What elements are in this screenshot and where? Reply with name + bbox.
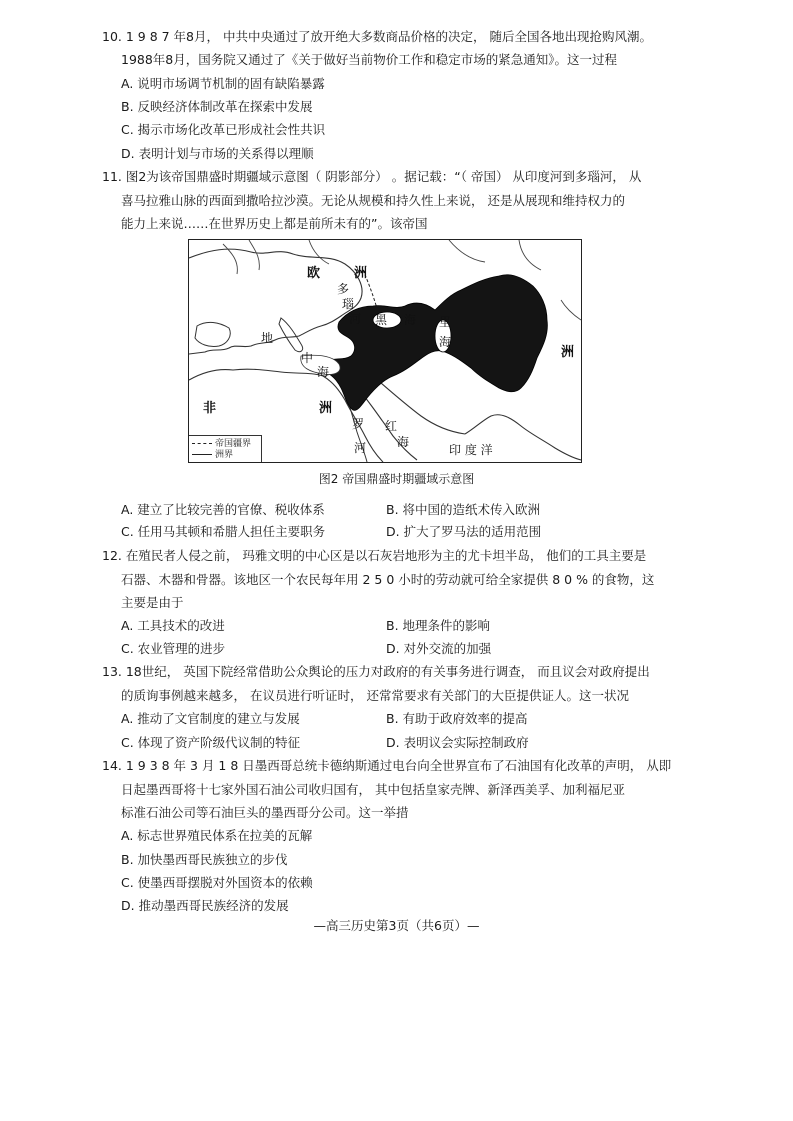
- map-label-black-sea-1: 黑: [375, 313, 388, 327]
- map-label-red-sea-2: 海: [397, 435, 410, 449]
- q10-option-d: D. 表明计划与市场的关系得以理顺: [121, 146, 314, 161]
- italy-coast: [279, 318, 303, 352]
- q11-stem-line-2: 喜马拉雅山脉的西面到撒哈拉沙漠。无论从规模和持久性上来说， 还是从展现和维持权力的: [121, 193, 625, 208]
- empire-territory-map: [188, 239, 582, 463]
- map-label-caspian-2: 海: [439, 335, 452, 349]
- map-label-europe-2: 洲: [354, 266, 368, 281]
- q14-option-c: C. 使墨西哥摆脱对外国资本的依赖: [121, 875, 313, 890]
- q14-stem-line-3: 标准石油公司等石油巨头的墨西哥分公司。这一举措: [121, 805, 409, 820]
- map-label-danube-2: 瑙: [342, 297, 355, 311]
- q13-stem-line-2: 的质询事例越来越多， 在议员进行听证时， 还常常要求有关部门的大臣提供证人。这一状况: [121, 688, 629, 703]
- q14-option-d: D. 推动墨西哥民族经济的发展: [121, 898, 289, 913]
- q14-stem-line-1: 14. 1 9 3 8 年 3 月 1 8 日墨西哥总统卡德纳斯通过电台向全世界宣布了石油国有化改革的声明， 从即: [102, 758, 672, 773]
- q12-stem-line-1: 12. 在殖民者人侵之前， 玛雅文明的中心区是以石灰岩地形为主的尤卡坦半岛， 他们的工具主要是: [102, 548, 647, 563]
- page-footer: —高三历史第3页（共6页）—: [313, 918, 480, 933]
- q12-option-c: C. 农业管理的进步: [121, 641, 226, 656]
- q11-option-b: B. 将中国的造纸术传入欧洲: [386, 502, 541, 517]
- map-label-asia: 洲: [561, 345, 575, 360]
- q13-stem-line-1: 13. 18世纪， 英国下院经常借助公众舆论的压力对政府的有关事务进行调查， 而且议会对政府提出: [102, 664, 650, 679]
- europe-coast: [189, 249, 362, 354]
- map-caption: 图2 帝国鼎盛时期疆域示意图: [318, 472, 475, 486]
- map-label-med-2: 中: [301, 351, 314, 365]
- q13-option-c: C. 体现了资产阶级代议制的特征: [121, 735, 301, 750]
- map-label-caspian-1: 里: [439, 315, 452, 329]
- q11-option-d: D. 扩大了罗马法的适用范围: [386, 524, 542, 539]
- iberia-coast: [195, 322, 230, 346]
- map-label-med-3: 海: [317, 365, 330, 379]
- q10-stem-line-2: 1988年8月，国务院又通过了《关于做好当前物价工作和稳定市场的紧急通知》。这一过程: [121, 52, 618, 67]
- q10-option-a: A. 说明市场调节机制的固有缺陷暴露: [121, 76, 325, 91]
- map-label-red-sea-1: 红: [385, 419, 398, 433]
- map-label-europe-1: 欧: [307, 266, 321, 281]
- q14-option-a: A. 标志世界殖民体系在拉美的瓦解: [121, 828, 313, 843]
- q11-stem-line-1: 11. 图2为该帝国鼎盛时期疆域示意图（ 阴影部分） 。据记载：“（ 帝国） 从印度河到多瑙河， 从: [102, 169, 642, 184]
- q10-option-c: C. 揭示市场化改革已形成社会性共识: [121, 122, 326, 137]
- q13-option-a: A. 推动了文官制度的建立与发展: [121, 711, 300, 726]
- q12-stem-line-3: 主要是由于: [121, 595, 184, 610]
- map-label-nile-2: 河: [354, 441, 367, 455]
- q11-stem-line-3: 能力上来说……在世界历史上都是前所未有的”。该帝国: [121, 216, 428, 231]
- q12-option-b: B. 地理条件的影响: [386, 618, 491, 633]
- map-label-black-sea-2: 海: [404, 313, 417, 327]
- empire-shaded-area: [323, 275, 547, 411]
- legend-cross-line-icon: [192, 454, 212, 455]
- legend-empire-border: 帝国疆界: [192, 439, 251, 449]
- q12-stem-line-2: 石器、木器和骨器。该地区一个农民每年用 2 5 0 小时的劳动就可给全家提供 8 0 % 的食物，这: [121, 572, 655, 587]
- map-label-africa-2: 洲: [319, 401, 333, 416]
- map-label-indian-ocean: 印 度 洋: [449, 443, 493, 457]
- q11-option-c: C. 任用马其顿和希腊人担任主要职务: [121, 524, 326, 539]
- q10-stem-line-1: 10. 1 9 8 7 年8月， 中共中央通过了放开绝大多数商品价格的决定， 随后全国各地出现抢购风潮。: [102, 29, 652, 44]
- q12-option-d: D. 对外交流的加强: [386, 641, 492, 656]
- legend-dashed-line-icon: [192, 443, 212, 444]
- q14-stem-line-2: 日起墨西哥将十七家外国石油公司收归国有， 其中包括皇家壳牌、新泽西美孚、加利福尼亚: [121, 782, 625, 797]
- q10-option-b: B. 反映经济体制改革在探索中发展: [121, 99, 313, 114]
- q11-option-a: A. 建立了比较完善的官僚、税收体系: [121, 502, 325, 517]
- legend-continent-border: 洲界: [192, 450, 233, 460]
- map-label-nile-1: 罗: [352, 417, 365, 431]
- q12-option-a: A. 工具技术的改进: [121, 618, 225, 633]
- map-legend: [189, 435, 262, 462]
- map-label-africa-1: 非: [203, 401, 217, 416]
- q14-option-b: B. 加快墨西哥民族独立的步伐: [121, 852, 288, 867]
- q13-option-b: B. 有助于政府效率的提高: [386, 711, 528, 726]
- q13-option-d: D. 表明议会实际控制政府: [386, 735, 529, 750]
- map-label-danube-1: 多: [337, 282, 350, 296]
- map-label-med-1: 地: [261, 331, 274, 345]
- map-label-danube-3: 河: [349, 312, 362, 326]
